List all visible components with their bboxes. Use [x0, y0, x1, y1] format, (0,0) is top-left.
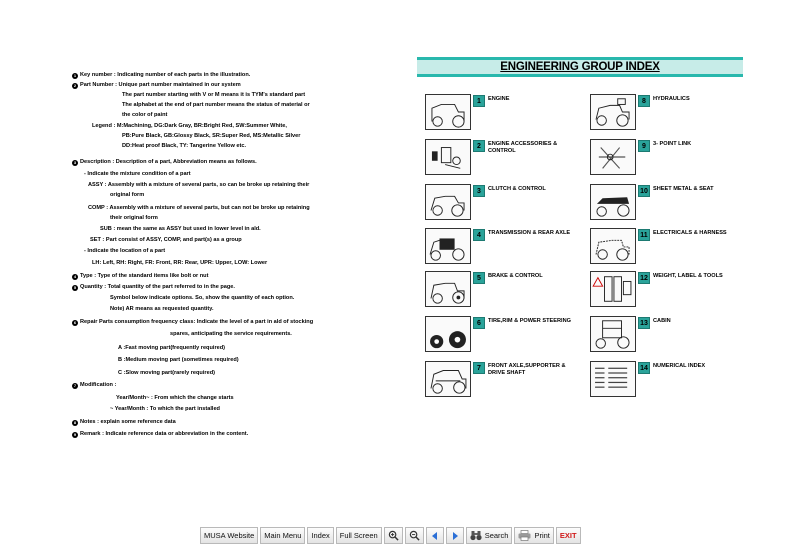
index-entry-2[interactable] [417, 139, 577, 177]
section-thumbnail-image [590, 139, 636, 175]
section-label: 3- POINT LINK [653, 141, 692, 147]
zoom-out-icon [409, 530, 420, 541]
legend-text: Note) AR means as requested quantity. [110, 306, 214, 312]
legend-line [72, 284, 235, 291]
index-entry-13[interactable] [582, 316, 742, 354]
index-entry-1[interactable] [417, 94, 577, 132]
legend-line [122, 102, 310, 109]
section-label: ENGINE [488, 96, 510, 102]
legend-line [110, 306, 214, 313]
legend-text: Repair Parts consumption frequency class: Indicate the level of a part in ald of stocking [80, 319, 314, 325]
section-thumbnail-image [425, 94, 471, 130]
zoom-in-button[interactable] [384, 527, 403, 544]
legend-line [110, 215, 158, 222]
legend-line [118, 345, 225, 352]
main-menu-button[interactable] [260, 527, 305, 544]
legend-text: LH: Left, RH: Right, FR: Front, RR: Rear, UPR: Upper, LOW: Lower [92, 260, 268, 266]
legend-text: Remark : Indicate reference data or abbreviation in the content. [80, 431, 249, 437]
section-number-badge: 2 [473, 140, 485, 152]
index-entry-9[interactable] [582, 139, 742, 177]
section-label: CLUTCH & CONTROL [488, 186, 546, 192]
legend-line [92, 260, 267, 267]
search-label: Search [484, 531, 509, 540]
print-label: Print [534, 531, 550, 540]
legend-text: original form [110, 192, 145, 198]
section-thumbnail-image [590, 94, 636, 130]
legend-text: SUB : mean the same as ASSY but used in lower level in ald. [100, 226, 261, 232]
section-thumbnail-image [590, 228, 636, 264]
index-entry-11[interactable] [582, 228, 742, 266]
index-entry-14[interactable] [582, 361, 742, 399]
section-number-badge: 12 [638, 272, 650, 284]
toolbar [200, 527, 581, 543]
legend-text: Modification : [80, 382, 117, 388]
key-bullet: 7 [73, 383, 77, 388]
legend-line [100, 226, 261, 233]
musa-website-button[interactable] [200, 527, 258, 544]
legend-line [84, 248, 165, 255]
printer-icon [518, 530, 531, 541]
key-bullet: 3 [73, 160, 77, 165]
legend-text: ~ Year/Month : To which the part installed [110, 406, 220, 412]
section-label: SHEET METAL & SEAT [653, 186, 714, 192]
section-label: WEIGHT, LABEL & TOOLS [653, 273, 723, 279]
index-entry-4[interactable] [417, 228, 577, 266]
exit-button[interactable] [556, 527, 581, 544]
key-bullet: 1 [73, 73, 77, 78]
legend-line [122, 92, 305, 99]
legend-line [118, 357, 239, 364]
legend-line [122, 112, 167, 119]
legend-text: Type : Type of the standard items like bolt or nut [80, 273, 209, 279]
legend-line [72, 273, 208, 280]
main-menu-label: Main Menu [264, 531, 302, 540]
section-thumbnail-image [425, 361, 471, 397]
section-label: NUMERICAL INDEX [653, 363, 706, 369]
binoculars-icon [470, 530, 482, 541]
key-bullet: 6 [73, 320, 77, 325]
section-thumbnail-image [425, 139, 471, 175]
legend-text: B :Medium moving part (sometimes required) [118, 357, 239, 363]
section-label: CABIN [653, 318, 671, 324]
full-screen-button[interactable] [336, 527, 382, 544]
legend-line [122, 133, 300, 140]
index-entry-10[interactable] [582, 184, 742, 222]
section-number-badge: 5 [473, 272, 485, 284]
legend-line [72, 159, 257, 166]
legend-text: The alphabet at the end of part number means the status of material or [122, 102, 310, 108]
legend-text: - Indicate the mixture condition of a part [84, 171, 191, 177]
index-entry-6[interactable] [417, 316, 577, 354]
legend-line [122, 143, 246, 150]
legend-line [92, 123, 287, 130]
key-bullet: 4 [73, 274, 77, 279]
section-thumbnail-image [590, 361, 636, 397]
section-number-badge: 4 [473, 229, 485, 241]
exit-label: EXIT [559, 531, 577, 540]
section-thumbnail-image [590, 271, 636, 307]
legend-text: Description : Description of a part, Abbreviation means as follows. [80, 159, 257, 165]
legend-line [72, 419, 176, 426]
section-number-badge: 14 [638, 362, 650, 374]
legend-text: COMP : Assembly with a mixture of several parts, but can not be broke up retaining [88, 205, 310, 211]
legend-line [72, 382, 116, 389]
section-thumbnail-image [425, 228, 471, 264]
section-label: TIRE,RIM & POWER STEERING [488, 318, 571, 324]
next-page-icon [450, 531, 460, 541]
section-number-badge: 9 [638, 140, 650, 152]
section-label: TRANSMISSION & REAR AXLE [488, 230, 571, 236]
legend-text: The part number starting with V or M means it is TYM's standard part [122, 92, 306, 98]
index-entry-8[interactable] [582, 94, 742, 132]
section-thumbnail-image [590, 184, 636, 220]
section-label: BRAKE & CONTROL [488, 273, 543, 279]
prev-page-button[interactable] [426, 527, 444, 544]
index-label: Index [311, 531, 330, 540]
legend-text: - Indicate the location of a part [84, 248, 166, 254]
legend-text: C :Slow moving part(rarely required) [118, 370, 215, 376]
key-bullet: 2 [73, 83, 77, 88]
section-number-badge: 1 [473, 95, 485, 107]
prev-page-icon [430, 531, 440, 541]
legend-line [110, 192, 144, 199]
legend-line [116, 395, 234, 402]
full-screen-label: Full Screen [339, 531, 378, 540]
section-label: FRONT AXLE,SUPPORTER & DRIVE SHAFT [488, 363, 566, 376]
section-number-badge: 7 [473, 362, 485, 374]
legend-text: the color of paint [122, 112, 168, 118]
index-entry-5[interactable] [417, 271, 577, 309]
section-thumbnail-image [425, 271, 471, 307]
legend-line [72, 72, 250, 79]
legend-text: DD:Heat proof Black, TY: Tangerine Yellow etc. [122, 143, 247, 149]
section-label: HYDRAULICS [653, 96, 690, 102]
section-thumbnail-image [425, 184, 471, 220]
legend-line [84, 171, 191, 178]
search-button[interactable] [466, 527, 513, 544]
legend-text: Symbol below indicate options. So, show the quantity of each option. [110, 295, 295, 301]
legend-text: Quantity : Total quantity of the part referred to in the page. [80, 284, 235, 290]
index-entry-12[interactable] [582, 271, 742, 309]
section-number-badge: 10 [638, 185, 650, 197]
next-page-button[interactable] [446, 527, 464, 544]
index-title: ENGINEERING GROUP INDEX [500, 61, 660, 73]
musa-website-label: MUSA Website [204, 531, 255, 540]
legend-line [110, 406, 220, 413]
index-entry-3[interactable] [417, 184, 577, 222]
section-number-badge: 3 [473, 185, 485, 197]
legend-text: Notes : explain some reference data [80, 419, 176, 425]
legend-text: spares, anticipating the service requirements. [170, 331, 292, 337]
section-thumbnail-image [425, 316, 471, 352]
section-number-badge: 11 [638, 229, 650, 241]
legend-line [72, 82, 241, 89]
print-button[interactable] [514, 527, 553, 544]
legend-text: ASSY : Assembly with a mixture of several parts, so can be broke up retaining their [88, 182, 310, 188]
zoom-in-icon [388, 530, 399, 541]
legend-text: PB:Pure Black, GB:Glossy Black, SR:Super Red, MS:Metallic Silver [122, 133, 301, 139]
legend-line [72, 319, 313, 326]
section-number-badge: 6 [473, 317, 485, 329]
legend-line [110, 295, 294, 302]
section-thumbnail-image [590, 316, 636, 352]
legend-line [118, 370, 215, 377]
section-number-badge: 13 [638, 317, 650, 329]
legend-text: Key number : Indicating number of each parts in the illustration. [80, 72, 251, 78]
legend-line [170, 331, 292, 338]
legend-text: Year/Month~ : From which the change starts [116, 395, 234, 401]
key-bullet: 9 [73, 432, 77, 437]
section-label: ELECTRICALS & HARNESS [653, 230, 727, 236]
legend-line [88, 182, 309, 189]
index-header [417, 57, 743, 77]
legend-line [88, 205, 310, 212]
zoom-out-button[interactable] [405, 527, 424, 544]
legend-line [90, 237, 242, 244]
index-button[interactable] [307, 527, 333, 544]
legend-text: Part Number : Unique part number maintained in our system [80, 82, 241, 88]
legend-text: A :Fast moving part(frequently required) [118, 345, 226, 351]
section-number-badge: 8 [638, 95, 650, 107]
key-bullet: 8 [73, 420, 77, 425]
index-entry-7[interactable] [417, 361, 577, 399]
section-label: ENGINE ACCESSORIES & CONTROL [488, 141, 558, 154]
key-bullet: 5 [73, 285, 77, 290]
legend-text: Legend : M:Machining, DG:Dark Gray, BR:Bright Red, SW:Summer White, [92, 123, 287, 129]
legend-text: SET : Part consist of ASSY, COMP, and part(s) as a group [90, 237, 242, 243]
legend-line [72, 431, 248, 438]
legend-text: their original form [110, 215, 158, 221]
